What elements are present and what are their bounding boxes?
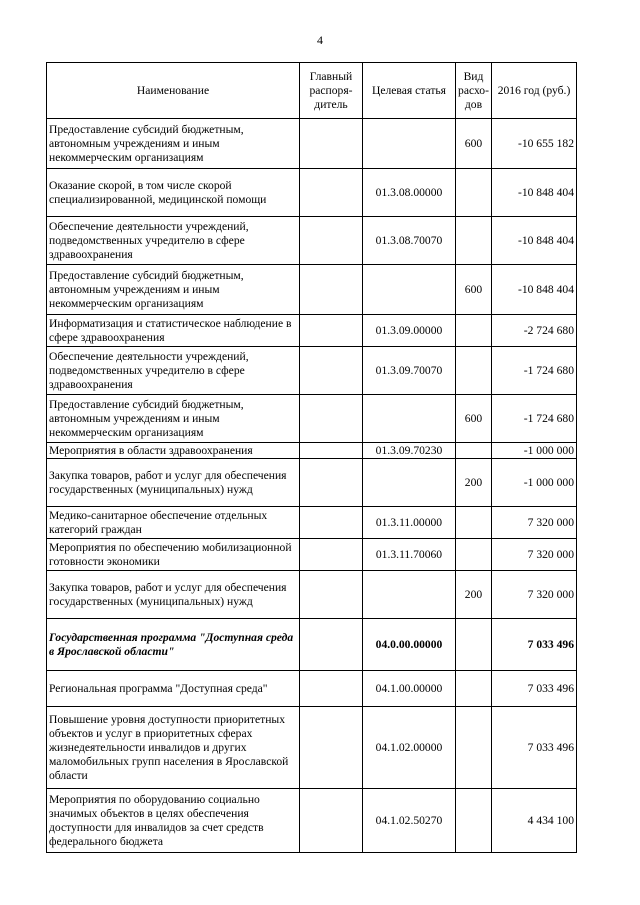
row-type-cell: 600 — [456, 119, 492, 169]
row-target-cell: 01.3.08.00000 — [363, 169, 456, 217]
table-row — [47, 347, 577, 395]
row-chief-cell — [300, 169, 363, 217]
row-name-cell: Региональная программа "Доступная среда" — [47, 671, 300, 707]
row-type-cell: 200 — [456, 571, 492, 619]
row-target-cell: 01.3.09.70070 — [363, 347, 456, 395]
row-type-cell — [456, 443, 492, 459]
row-name-cell: Информатизация и статистическое наблюдение в сфере здравоохранения — [47, 315, 300, 347]
row-target-cell: 01.3.08.70070 — [363, 217, 456, 265]
row-amount-cell: 7 320 000 — [492, 507, 577, 539]
row-chief-cell — [300, 443, 363, 459]
row-amount-cell: 7 033 496 — [492, 619, 577, 671]
table-row — [47, 169, 577, 217]
row-amount-cell: -2 724 680 — [492, 315, 577, 347]
row-chief-cell — [300, 507, 363, 539]
row-name-cell: Предоставление субсидий бюджетным, автономным учреждениям и иным некоммерческим организациям — [47, 395, 300, 443]
row-name-cell: Мероприятия по оборудованию социально значимых объектов в целях обеспечения доступности для инвалидов за счет средств федерального бюджета — [47, 789, 300, 853]
table-row — [47, 315, 577, 347]
header-type: Вид расхо-дов — [456, 63, 492, 119]
row-name-cell: Обеспечение деятельности учреждений, подведомственных учредителю в сфере здравоохранения — [47, 217, 300, 265]
row-type-cell: 600 — [456, 265, 492, 315]
row-type-cell — [456, 169, 492, 217]
row-type-cell — [456, 347, 492, 395]
row-type-cell: 600 — [456, 395, 492, 443]
row-amount-cell: 4 434 100 — [492, 789, 577, 853]
table-row — [47, 671, 577, 707]
row-amount-cell: 7 320 000 — [492, 571, 577, 619]
row-chief-cell — [300, 789, 363, 853]
row-type-cell — [456, 217, 492, 265]
table-row — [47, 119, 577, 169]
row-target-cell — [363, 459, 456, 507]
row-name-cell: Повышение уровня доступности приоритетных объектов и услуг в приоритетных сферах жизнедеятельности инвалидов и других маломобильных групп населения в Ярославской области — [47, 707, 300, 789]
row-target-cell: 04.1.02.50270 — [363, 789, 456, 853]
row-amount-cell: 7 033 496 — [492, 707, 577, 789]
row-name-cell: Мероприятия в области здравоохранения — [47, 443, 300, 459]
row-type-cell — [456, 315, 492, 347]
row-target-cell: 04.1.00.00000 — [363, 671, 456, 707]
row-type-cell — [456, 789, 492, 853]
table-row — [47, 619, 577, 671]
row-target-cell — [363, 265, 456, 315]
table-body — [47, 119, 577, 853]
row-amount-cell: 7 320 000 — [492, 539, 577, 571]
row-amount-cell: -1 000 000 — [492, 459, 577, 507]
row-name-cell: Мероприятия по обеспечению мобилизационной готовности экономики — [47, 539, 300, 571]
header-target: Целевая статья — [363, 63, 456, 119]
row-amount-cell: -1 000 000 — [492, 443, 577, 459]
row-type-cell — [456, 707, 492, 789]
row-type-cell — [456, 507, 492, 539]
row-chief-cell — [300, 671, 363, 707]
table-row — [47, 539, 577, 571]
page-number: 4 — [317, 33, 323, 47]
row-target-cell: 01.3.09.00000 — [363, 315, 456, 347]
row-amount-cell: -10 848 404 — [492, 217, 577, 265]
table-row — [47, 217, 577, 265]
row-chief-cell — [300, 571, 363, 619]
row-target-cell: 04.1.02.00000 — [363, 707, 456, 789]
row-target-cell: 04.0.00.00000 — [363, 619, 456, 671]
row-name-cell: Закупка товаров, работ и услуг для обеспечения государственных (муниципальных) нужд — [47, 571, 300, 619]
row-target-cell — [363, 571, 456, 619]
row-name-cell: Предоставление субсидий бюджетным, автономным учреждениям и иным некоммерческим организациям — [47, 119, 300, 169]
row-amount-cell: -10 655 182 — [492, 119, 577, 169]
row-type-cell — [456, 539, 492, 571]
row-chief-cell — [300, 265, 363, 315]
row-amount-cell: -1 724 680 — [492, 395, 577, 443]
row-chief-cell — [300, 347, 363, 395]
header-chief: Главный распоря-дитель — [300, 63, 363, 119]
row-target-cell: 01.3.11.70060 — [363, 539, 456, 571]
row-type-cell — [456, 671, 492, 707]
row-amount-cell: -10 848 404 — [492, 169, 577, 217]
row-chief-cell — [300, 619, 363, 671]
table-row — [47, 265, 577, 315]
row-target-cell: 01.3.09.70230 — [363, 443, 456, 459]
row-amount-cell: -10 848 404 — [492, 265, 577, 315]
row-type-cell: 200 — [456, 459, 492, 507]
header-amount: 2016 год (руб.) — [492, 63, 577, 119]
row-type-cell — [456, 619, 492, 671]
header-name: Наименование — [47, 63, 300, 119]
row-name-cell: Закупка товаров, работ и услуг для обеспечения государственных (муниципальных) нужд — [47, 459, 300, 507]
row-chief-cell — [300, 315, 363, 347]
row-target-cell — [363, 119, 456, 169]
row-chief-cell — [300, 119, 363, 169]
table-row — [47, 459, 577, 507]
row-amount-cell: 7 033 496 — [492, 671, 577, 707]
table-row — [47, 789, 577, 853]
budget-table — [46, 62, 577, 853]
table-header-row — [47, 63, 577, 119]
row-name-cell: Оказание скорой, в том числе скорой специализированной, медицинской помощи — [47, 169, 300, 217]
row-chief-cell — [300, 539, 363, 571]
table-row — [47, 571, 577, 619]
row-target-cell — [363, 395, 456, 443]
row-amount-cell: -1 724 680 — [492, 347, 577, 395]
row-target-cell: 01.3.11.00000 — [363, 507, 456, 539]
row-chief-cell — [300, 707, 363, 789]
table-row — [47, 443, 577, 459]
row-name-cell: Предоставление субсидий бюджетным, автономным учреждениям и иным некоммерческим организациям — [47, 265, 300, 315]
row-chief-cell — [300, 395, 363, 443]
table-row — [47, 395, 577, 443]
row-chief-cell — [300, 217, 363, 265]
row-chief-cell — [300, 459, 363, 507]
row-name-cell: Медико-санитарное обеспечение отдельных категорий граждан — [47, 507, 300, 539]
table-row — [47, 707, 577, 789]
row-name-cell: Обеспечение деятельности учреждений, подведомственных учредителю в сфере здравоохранения — [47, 347, 300, 395]
table-row — [47, 507, 577, 539]
row-name-cell: Государственная программа "Доступная среда в Ярославской области" — [47, 619, 300, 671]
